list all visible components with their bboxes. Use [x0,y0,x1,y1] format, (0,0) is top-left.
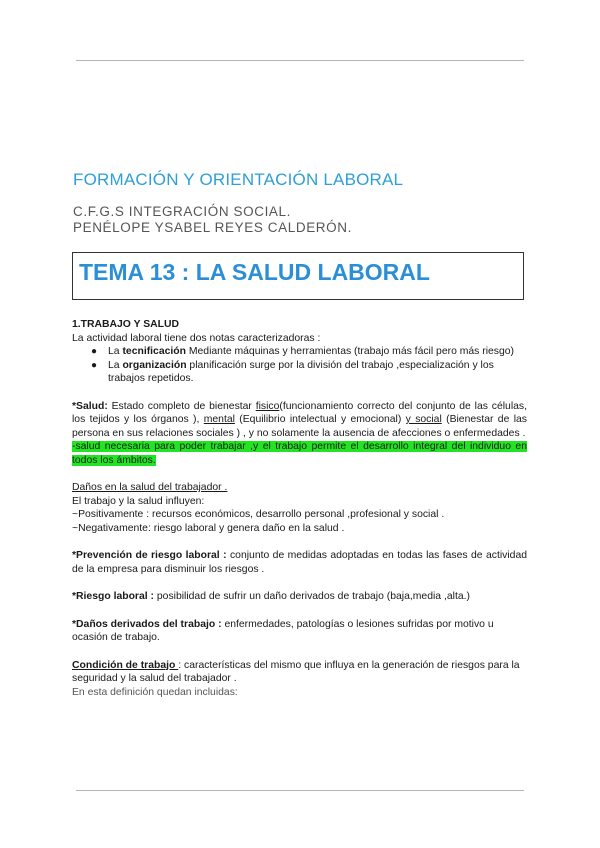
top-divider [76,60,524,61]
section-heading: 1.TRABAJO Y SALUD [72,319,180,330]
salud-definition: *Salud: Estado completo de bienestar fisico(funcionamiento correcto del conjunto de las células, los tejidos y los órganos ), mental (Equilibrio intelectual y emocional) y social (Bienestar de las persona en sus relaciones sociales ) , y no solamente la ausencia de afecciones o enfermedades . [72,400,527,439]
riesgo-definition: *Riesgo laboral : posibilidad de sufrir un daño derivados de trabajo (baja,media ,alta.) [72,591,470,602]
list-item: ● La tecnificación Mediante máquinas y herramientas (trabajo más fácil pero más riesgo) [91,346,515,357]
tema-title-box [72,252,524,300]
document-title: FORMACIÓN Y ORIENTACIÓN LABORAL [73,170,404,189]
subtitle-author: PENÉLOPE YSABEL REYES CALDERÓN. [73,220,352,235]
condicion-note: En esta definición quedan incluidas: [72,686,238,698]
bullet-icon: ● [91,359,98,371]
danos-line: ~Negativamente: riesgo laboral y genera daño en la salud . [72,522,345,534]
danos-line: ~Positivamente : recursos económicos, desarrollo personal ,profesional y social . [72,509,445,520]
bullet-icon: ● [91,346,98,357]
bullet-list [72,345,527,386]
bottom-divider [76,790,524,791]
term-tecnificacion: tecnificación [122,346,186,357]
danos-heading: Daños en la salud del trabajador . [72,482,228,493]
intro-paragraph: La actividad laboral tiene dos notas caracterizadoras : [72,332,321,344]
list-item: ● La organización planificación surge por la división del trabajo ,especialización y los trabajos repetidos. [91,359,494,384]
condicion-definition: Condición de trabajo : características del mismo que influya en la generación de riesgos para la seguridad y la salud del trabajador . [72,659,520,684]
prevencion-definition: *Prevención de riesgo laboral : conjunto de medidas adoptadas en todas las fases de actividad de la empresa para disminuir los riesgos . [72,550,527,575]
term-organizacion: organización [122,359,187,371]
salud-highlight: -salud necesaria para poder trabajar ,y el trabajo permite el desarrollo integral del individuo en todos los ámbitos. [72,441,527,466]
danos-line: El trabajo y la salud influyen: [72,495,205,507]
tema-title: TEMA 13 : LA SALUD LABORAL [79,259,430,285]
danos-derivados-definition: *Daños derivados del trabajo : enfermedades, patologías o lesiones sufridas por motivo u ocasión de trabajo. [72,618,494,643]
subtitle-course: C.F.G.S INTEGRACIÓN SOCIAL. [73,204,291,219]
document-body [72,318,527,699]
